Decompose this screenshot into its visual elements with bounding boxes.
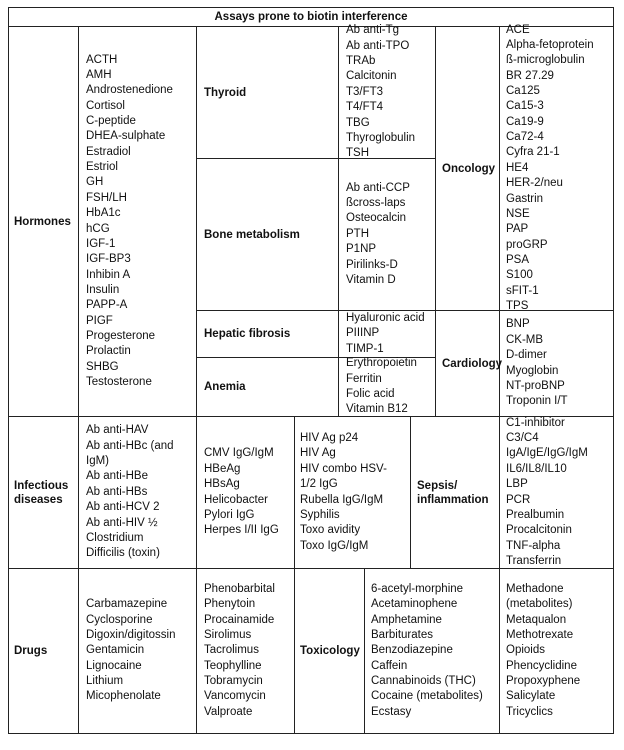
list-item: Hyaluronic acid	[346, 311, 425, 324]
divider-hormones-list	[196, 26, 197, 417]
drugs-label: Drugs	[14, 645, 48, 657]
list-item: IgA/IgE/IgG/IgM	[506, 447, 588, 460]
list-item: CMV IgG/IgM	[204, 447, 274, 460]
list-item: TIMP-1	[346, 342, 384, 355]
list-item: hCG	[86, 222, 110, 235]
list-item: NT-proBNP	[506, 379, 565, 392]
list-item: Metaqualon	[506, 613, 567, 626]
list-item: HER-2/neu	[506, 177, 563, 190]
list-item: (metabolites)	[506, 598, 573, 611]
list-item: Tricyclics	[506, 705, 553, 718]
divider-hormones-label	[78, 26, 79, 733]
list-item: Ecstasy	[371, 705, 412, 718]
list-item: PTH	[346, 227, 369, 240]
list-item: TBG	[346, 116, 370, 129]
list-item: Prolactin	[86, 345, 131, 358]
list-item: PIGF	[86, 314, 113, 327]
list-item: D-dimer	[506, 349, 547, 362]
toxicology-list-col2	[506, 569, 612, 733]
list-item: IGF-1	[86, 237, 116, 250]
drugs-list-col1	[86, 569, 194, 733]
list-item: ß-microglobulin	[506, 54, 585, 67]
list-item: Cyclosporine	[86, 613, 153, 626]
oncology-list	[506, 23, 612, 312]
border-bottom	[8, 733, 614, 734]
list-item: 1/2 IgG	[300, 478, 338, 491]
infectious-diseases-label: Infectious diseases	[14, 479, 69, 506]
list-item: Androstenedione	[86, 84, 173, 97]
list-item: Cyfra 21-1	[506, 146, 560, 159]
list-item: proGRP	[506, 238, 548, 251]
hepatic-fibrosis-label: Hepatic fibrosis	[204, 328, 291, 340]
list-item: PIIINP	[346, 327, 380, 340]
list-item: Valproate	[204, 705, 253, 718]
list-item: Methadone	[506, 582, 564, 595]
list-item: T4/FT4	[346, 101, 384, 114]
list-item: Troponin I/T	[506, 395, 568, 408]
list-item: Tacrolimus	[204, 644, 259, 657]
list-item: LBP	[506, 478, 528, 491]
list-item: Cortisol	[86, 99, 125, 112]
list-item: Caffein	[371, 659, 408, 672]
list-item: HE4	[506, 161, 529, 174]
list-item: PAP	[506, 223, 529, 236]
border-left	[8, 7, 9, 734]
list-item: Thyroglobulin	[346, 131, 416, 144]
list-item: TPS	[506, 299, 529, 312]
list-item: Toxo avidity	[300, 524, 361, 537]
list-item: Vancomycin	[204, 690, 266, 703]
thyroid-label: Thyroid	[204, 86, 247, 99]
list-item: Carbamazepine	[86, 598, 168, 611]
list-item: Inhibin A	[86, 268, 131, 281]
list-item: BR 27.29	[506, 69, 554, 82]
list-item: Vitamin D	[346, 273, 396, 286]
list-item: Procainamide	[204, 613, 275, 626]
list-item: Micophenolate	[86, 690, 161, 703]
list-item: Pirilinks-D	[346, 258, 398, 271]
list-item: Estriol	[86, 161, 118, 174]
list-item: Testosterone	[86, 375, 152, 388]
list-item: Folic acid	[346, 388, 395, 400]
thyroid-list	[346, 24, 434, 160]
infectious-list-col1	[86, 417, 194, 568]
list-item: sFIT-1	[506, 284, 539, 297]
list-item: Opioids	[506, 644, 545, 657]
list-item: Phenobarbital	[204, 582, 275, 595]
list-item: Pylori IgG	[204, 508, 255, 521]
drugs-list-col2	[204, 569, 292, 733]
list-item: ACTH	[86, 53, 118, 66]
list-item: C3/C4	[506, 432, 539, 445]
divider-sepsis-list	[499, 416, 500, 568]
list-item: Myoglobin	[506, 364, 559, 377]
list-item: Vitamin B12	[346, 403, 408, 416]
list-item: Propoxyphene	[506, 675, 581, 688]
list-item: Osteocalcin	[346, 212, 407, 225]
list-item: Calcitonin	[346, 70, 397, 83]
list-item: Teophylline	[204, 659, 262, 672]
list-item: Digoxin/digitossin	[86, 628, 176, 641]
list-item: AMH	[86, 69, 112, 82]
list-item: Lithium	[86, 675, 124, 688]
divider-sublabel-list	[338, 26, 339, 417]
list-item: CK-MB	[506, 333, 544, 346]
list-item: Ab anti-HBe	[86, 470, 149, 483]
list-item: Phenytoin	[204, 598, 256, 611]
list-item: GH	[86, 176, 104, 189]
list-item: Rubella IgG/IgM	[300, 493, 384, 506]
list-item: Acetaminophene	[371, 598, 458, 611]
list-item: T3/FT3	[346, 85, 384, 98]
list-item: Prealbumin	[506, 508, 565, 521]
border-top	[8, 7, 614, 8]
list-item: Clostridium	[86, 531, 144, 544]
list-item: DHEA-sulphate	[86, 130, 166, 143]
list-item: HIV combo HSV-	[300, 462, 387, 475]
list-item: Syphilis	[300, 508, 340, 521]
divider-infectious-col3	[294, 416, 295, 568]
list-item: Ca19-9	[506, 115, 544, 128]
list-item: Cocaine (metabolites)	[371, 690, 483, 703]
list-item: Gastrin	[506, 192, 544, 205]
list-item: Tobramycin	[204, 675, 263, 688]
list-item: BNP	[506, 318, 530, 331]
list-item: IgM)	[86, 455, 109, 468]
list-item: Amphetamine	[371, 613, 442, 626]
list-item: HIV Ag p24	[300, 432, 359, 445]
list-item: TNF-alpha	[506, 539, 561, 552]
infectious-list-col3	[300, 417, 408, 568]
list-item: Difficilis (toxin)	[86, 547, 160, 560]
list-item: Gentamicin	[86, 644, 145, 657]
list-item: Ca125	[506, 85, 540, 98]
list-item: Ab anti-CCP	[346, 181, 410, 194]
list-item: Sirolimus	[204, 628, 252, 641]
table-title: Assays prone to biotin interference	[214, 10, 408, 23]
list-item: Insulin	[86, 283, 120, 296]
list-item: PSA	[506, 253, 530, 266]
list-item: Progesterone	[86, 329, 156, 342]
list-item: TSH	[346, 147, 369, 160]
list-item: Barbiturates	[371, 628, 434, 641]
divider-toxicology-col2	[499, 568, 500, 733]
bone-metabolism-list	[346, 159, 434, 310]
list-item: HIV Ag	[300, 447, 336, 460]
list-item: Ab anti-HBs	[86, 485, 148, 498]
list-item: Herpes I/II IgG	[204, 524, 279, 537]
list-item: Estradiol	[86, 145, 131, 158]
list-item: Erythropoietin	[346, 357, 417, 370]
list-item: C1-inhibitor	[506, 416, 565, 429]
list-item: PAPP-A	[86, 299, 128, 312]
list-item: S100	[506, 269, 533, 282]
bone-metabolism-label: Bone metabolism	[204, 228, 300, 241]
list-item: FSH/LH	[86, 191, 127, 204]
list-item: Helicobacter	[204, 493, 268, 506]
list-item: C-peptide	[86, 115, 136, 128]
list-item: Transferrin	[506, 554, 562, 567]
list-item: P1NP	[346, 243, 377, 256]
divider-toxicology-label	[294, 568, 295, 733]
list-item: Ab anti-HAV	[86, 424, 149, 437]
sepsis-inflammation-label: Sepsis/ inflammation	[417, 479, 489, 506]
divider-sepsis-label	[410, 416, 411, 568]
list-item: ACE	[506, 23, 530, 36]
list-item: Procalcitonin	[506, 524, 572, 537]
list-item: Ferritin	[346, 372, 382, 385]
list-item: Ca15-3	[506, 100, 544, 113]
list-item: PCR	[506, 493, 531, 506]
list-item: Cannabinoids (THC)	[371, 675, 476, 688]
list-item: Ab anti-HCV 2	[86, 501, 160, 514]
list-item: Benzodiazepine	[371, 644, 453, 657]
cardiology-label: Cardiology	[442, 357, 503, 370]
toxicology-list-col1	[371, 569, 497, 733]
list-item: Ab anti-TPO	[346, 39, 410, 52]
list-item: Ab anti-HBc (and	[86, 439, 174, 452]
anemia-list	[346, 358, 434, 416]
list-item: Toxo IgG/IgM	[300, 539, 369, 552]
oncology-label: Oncology	[442, 162, 496, 175]
list-item: HBeAg	[204, 462, 241, 475]
list-item: Alpha-fetoprotein	[506, 39, 594, 52]
list-item: ßcross-laps	[346, 197, 406, 210]
hormones-label: Hormones	[14, 215, 71, 228]
list-item: 6-acetyl-morphine	[371, 582, 464, 595]
sepsis-inflammation-list	[506, 417, 612, 568]
divider-infectious-col2	[196, 416, 197, 568]
list-item: IGF-BP3	[86, 253, 131, 266]
toxicology-label: Toxicology	[300, 645, 360, 657]
cardiology-list	[506, 311, 612, 416]
divider-toxicology-list	[364, 568, 365, 733]
infectious-list-col2	[204, 417, 292, 568]
hormones-list	[86, 27, 194, 416]
list-item: Salicylate	[506, 690, 556, 703]
list-item: IL6/IL8/IL10	[506, 462, 567, 475]
anemia-label: Anemia	[204, 381, 246, 393]
list-item: HbA1c	[86, 207, 121, 220]
list-item: Ca72-4	[506, 131, 544, 144]
divider-oncology-label	[435, 26, 436, 417]
list-item: Ab anti-Tg	[346, 24, 400, 37]
border-right	[613, 7, 614, 734]
divider-drugs-col2	[196, 568, 197, 733]
hepatic-fibrosis-list	[346, 311, 434, 357]
list-item: Phencyclidine	[506, 659, 577, 672]
list-item: NSE	[506, 207, 530, 220]
list-item: Ab anti-HIV ½	[86, 516, 158, 529]
list-item: TRAb	[346, 55, 376, 68]
list-item: Lignocaine	[86, 659, 142, 672]
list-item: HBsAg	[204, 478, 240, 491]
list-item: SHBG	[86, 360, 119, 373]
list-item: Methotrexate	[506, 628, 574, 641]
